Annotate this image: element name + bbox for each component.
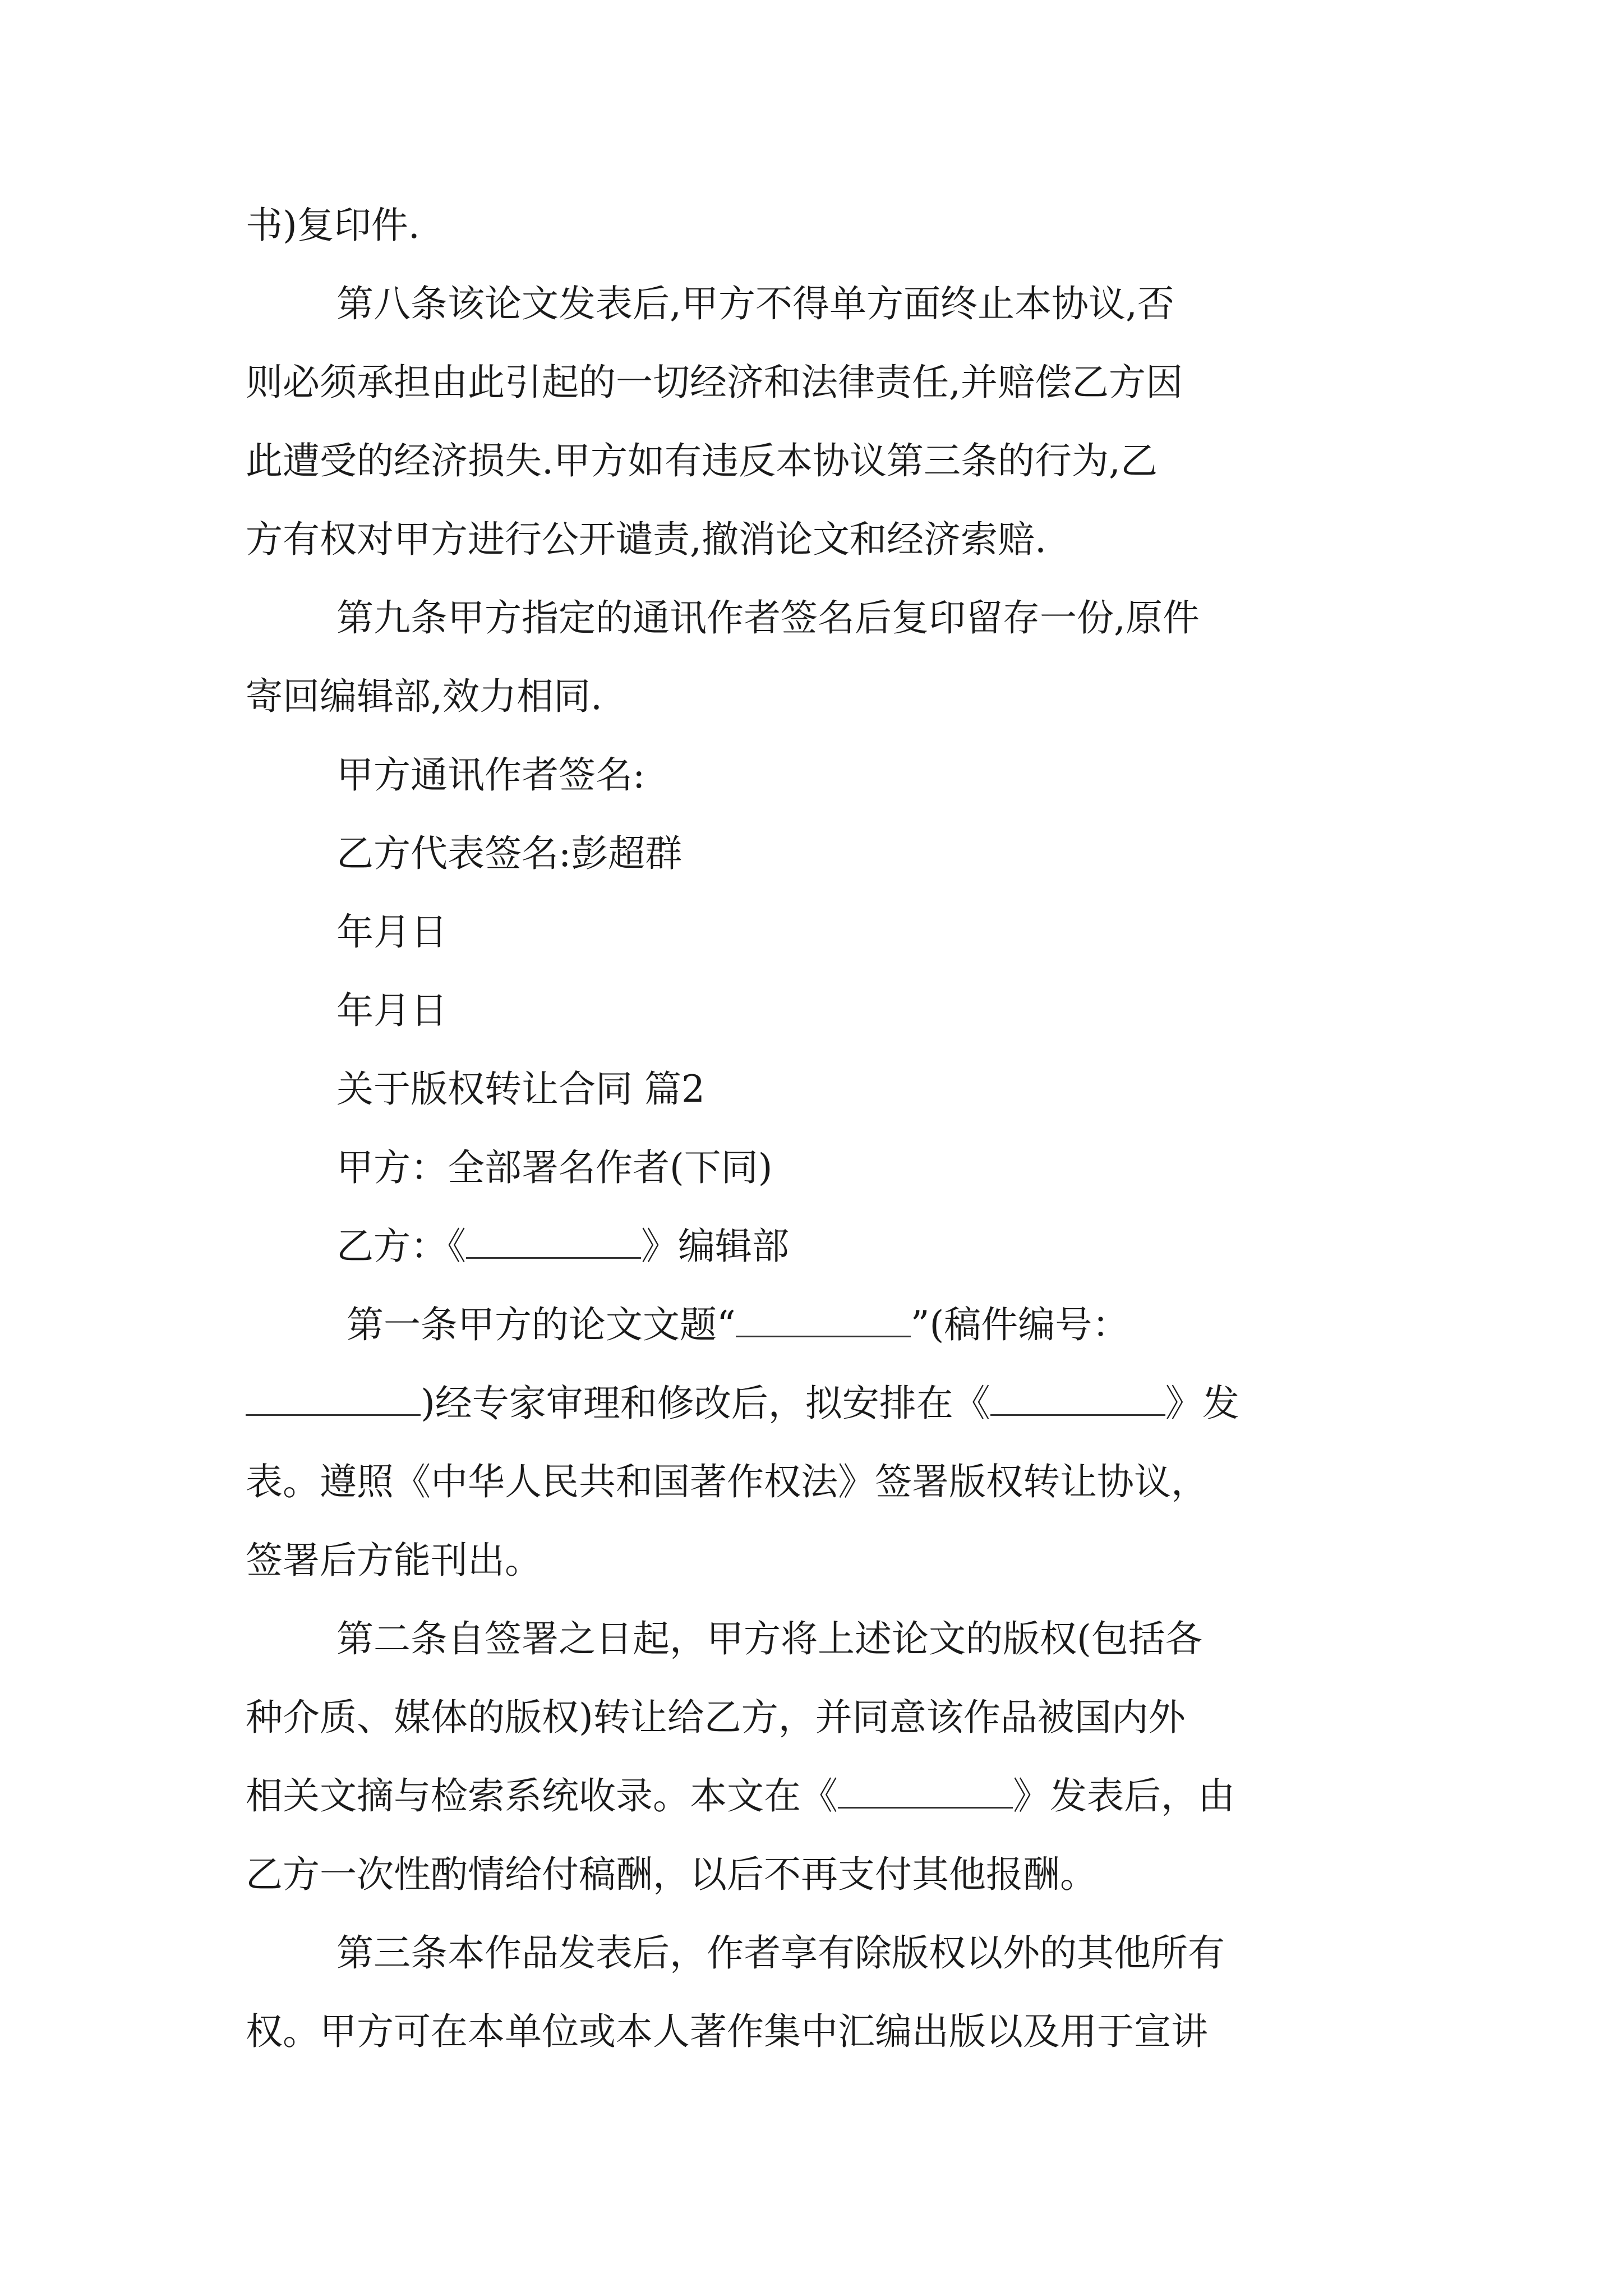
text-segment: )经专家审理和修改后，拟安排在《 [421, 1382, 990, 1425]
article-9-line-1: 第九条甲方指定的通讯作者签名后复印留存一份,原件 [336, 596, 1200, 639]
text-line: 权。甲方可在本单位或本人著作集中汇编出版以及用于宣讲 [246, 2010, 1208, 2053]
text-line: 签署后方能刊出。 [246, 1539, 542, 1582]
date-line: 年月日 [336, 910, 448, 954]
text-line: 书)复印件. [246, 204, 420, 247]
article-1-line-2 [246, 1381, 1239, 1426]
text-line: 则必须承担由此引起的一切经济和法律责任,并赔偿乙方因 [246, 361, 1183, 404]
text-line: 方有权对甲方进行公开谴责,撤消论文和经济索赔. [246, 518, 1046, 561]
blank-underline [466, 1227, 641, 1259]
party-a-line: 甲方：全部署名作者(下同) [336, 1146, 773, 1189]
date-line: 年月日 [336, 989, 448, 1032]
party-b-line [336, 1224, 789, 1269]
section-heading: 关于版权转让合同 篇2 [336, 1068, 705, 1111]
text-segment: 第一条甲方的论文文题“ [347, 1303, 736, 1346]
article-2-line-3 [246, 1774, 1235, 1819]
article-3-line-1: 第三条本作品发表后，作者享有除版权以外的其他所有 [336, 1931, 1225, 1975]
blank-underline [990, 1384, 1165, 1416]
text-line: 种介质、媒体的版权)转让给乙方，并同意该作品被国内外 [246, 1696, 1186, 1739]
blank-underline [838, 1777, 1013, 1809]
blank-underline [736, 1305, 911, 1337]
text-segment: ”(稿件编号： [910, 1303, 1129, 1346]
text-segment: 》编辑部 [641, 1225, 789, 1268]
blank-underline [246, 1384, 421, 1416]
text-line: 此遭受的经济损失.甲方如有违反本协议第三条的行为,乙 [246, 439, 1158, 482]
article-1-line-1 [347, 1303, 1129, 1347]
text-line: 表。遵照《中华人民共和国著作权法》签署版权转让协议， [246, 1460, 1208, 1503]
article-2-line-1: 第二条自签署之日起，甲方将上述论文的版权(包括各 [336, 1617, 1202, 1660]
text-line: 乙方一次性酌情给付稿酬，以后不再支付其他报酬。 [246, 1853, 1097, 1896]
article-8-line-1: 第八条该论文发表后,甲方不得单方面终止本协议,否 [336, 282, 1174, 325]
text-segment: 乙方：《 [336, 1225, 466, 1268]
text-segment: 相关文摘与检索系统收录。本文在《 [246, 1774, 838, 1818]
text-line: 寄回编辑部,效力相同. [246, 675, 602, 718]
party-b-signature-label: 乙方代表签名:彭超群 [336, 832, 683, 875]
text-segment: 》发表后，由 [1013, 1774, 1235, 1818]
party-a-signature-label: 甲方通讯作者签名: [336, 753, 645, 797]
text-segment: 》发 [1165, 1382, 1239, 1425]
